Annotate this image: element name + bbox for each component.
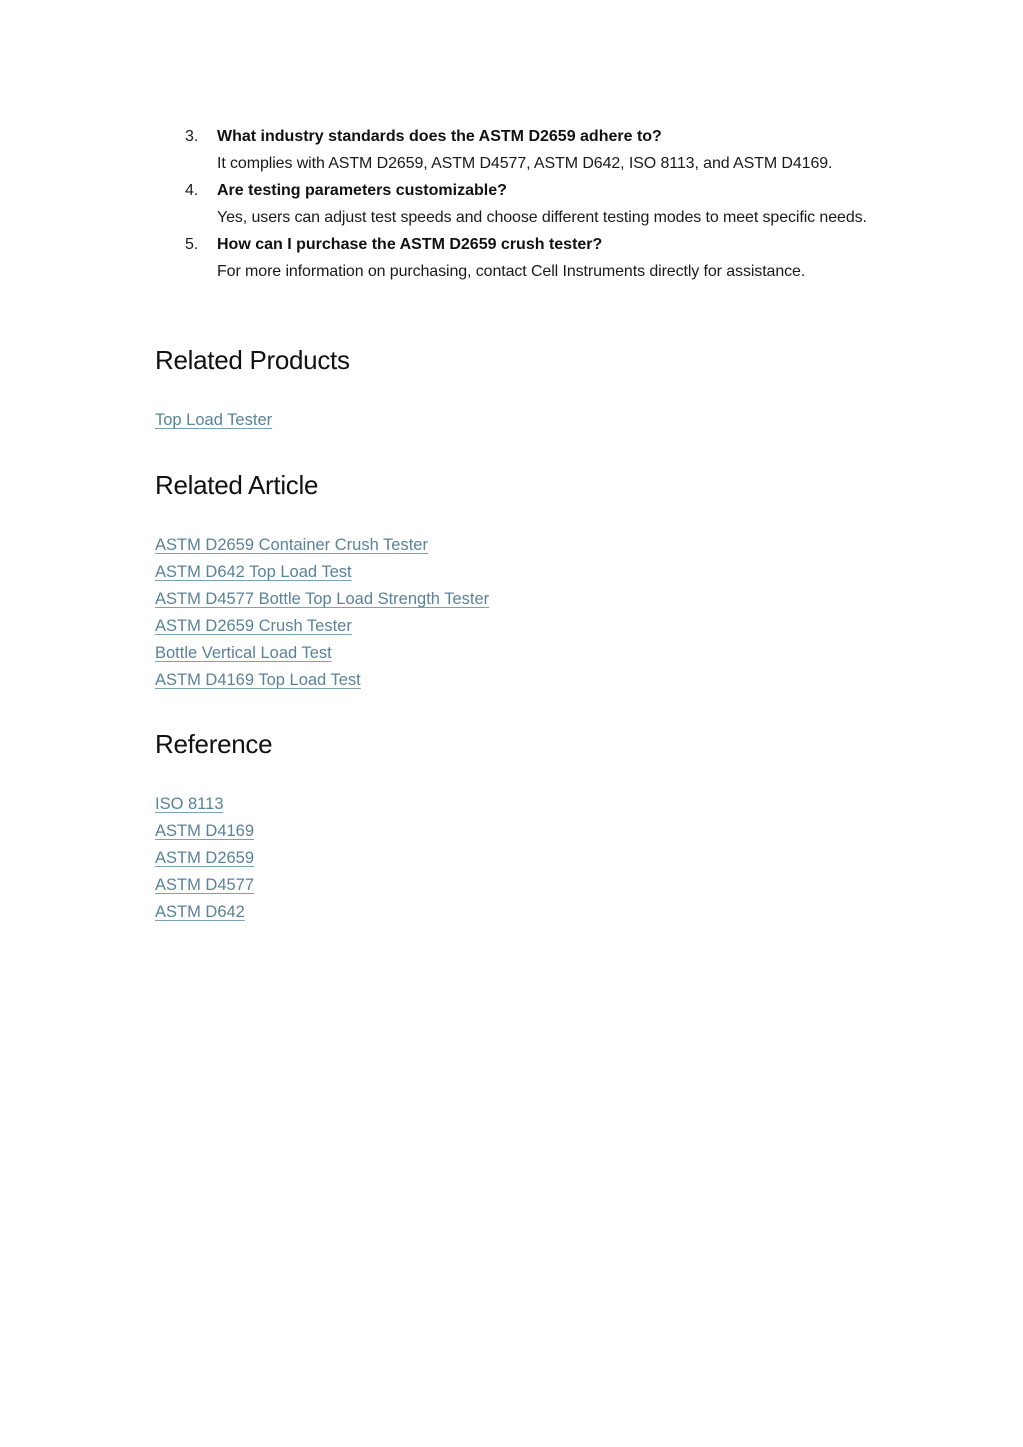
list-item [155, 791, 885, 818]
list-item [155, 845, 885, 872]
list-item [155, 899, 885, 926]
related-article-link[interactable]: ASTM D2659 Crush Tester [155, 617, 352, 635]
reference-heading: Reference [155, 729, 273, 759]
related-products-section [155, 344, 885, 434]
faq-question: How can I purchase the ASTM D2659 crush tester? [217, 236, 603, 253]
faq-answer: It complies with ASTM D2659, ASTM D4577, ASTM D642, ISO 8113, and ASTM D4169. [217, 155, 833, 172]
reference-list [155, 791, 885, 926]
related-article-section [155, 469, 885, 694]
list-item [155, 872, 885, 899]
reference-section [155, 728, 885, 926]
list-item [155, 559, 885, 586]
list-item [155, 586, 885, 613]
faq-number: 5. [185, 236, 199, 253]
related-article-heading: Related Article [155, 470, 319, 500]
related-article-link[interactable]: ASTM D4577 Bottle Top Load Strength Tester [155, 590, 490, 608]
related-article-link[interactable]: ASTM D642 Top Load Test [155, 563, 352, 581]
list-item [155, 818, 885, 845]
related-article-link[interactable]: ASTM D4169 Top Load Test [155, 671, 361, 689]
related-product-link[interactable]: Top Load Tester [155, 411, 273, 429]
reference-link[interactable]: ASTM D2659 [155, 849, 255, 867]
related-products-list [155, 407, 885, 434]
faq-answer: Yes, users can adjust test speeds and choose different testing modes to meet specific needs. [217, 209, 867, 226]
list-item [155, 532, 885, 559]
list-item [155, 407, 885, 434]
related-article-link[interactable]: ASTM D2659 Container Crush Tester [155, 536, 428, 554]
reference-link[interactable]: ASTM D642 [155, 903, 245, 921]
reference-link[interactable]: ASTM D4169 [155, 822, 255, 840]
reference-link[interactable]: ISO 8113 [155, 795, 224, 813]
faq-item [155, 177, 885, 231]
list-item [155, 667, 885, 694]
faq-question: What industry standards does the ASTM D2659 adhere to? [217, 128, 662, 145]
faq-list [155, 123, 885, 285]
faq-item [155, 231, 885, 285]
related-article-list [155, 532, 885, 694]
list-item [155, 640, 885, 667]
faq-answer: For more information on purchasing, contact Cell Instruments directly for assistance. [217, 263, 806, 280]
list-item [155, 613, 885, 640]
faq-number: 4. [185, 182, 199, 199]
related-article-link[interactable]: Bottle Vertical Load Test [155, 644, 332, 662]
faq-number: 3. [185, 128, 199, 145]
reference-link[interactable]: ASTM D4577 [155, 876, 255, 894]
faq-question: Are testing parameters customizable? [217, 182, 507, 199]
related-products-heading: Related Products [155, 345, 350, 375]
faq-item [155, 123, 885, 177]
